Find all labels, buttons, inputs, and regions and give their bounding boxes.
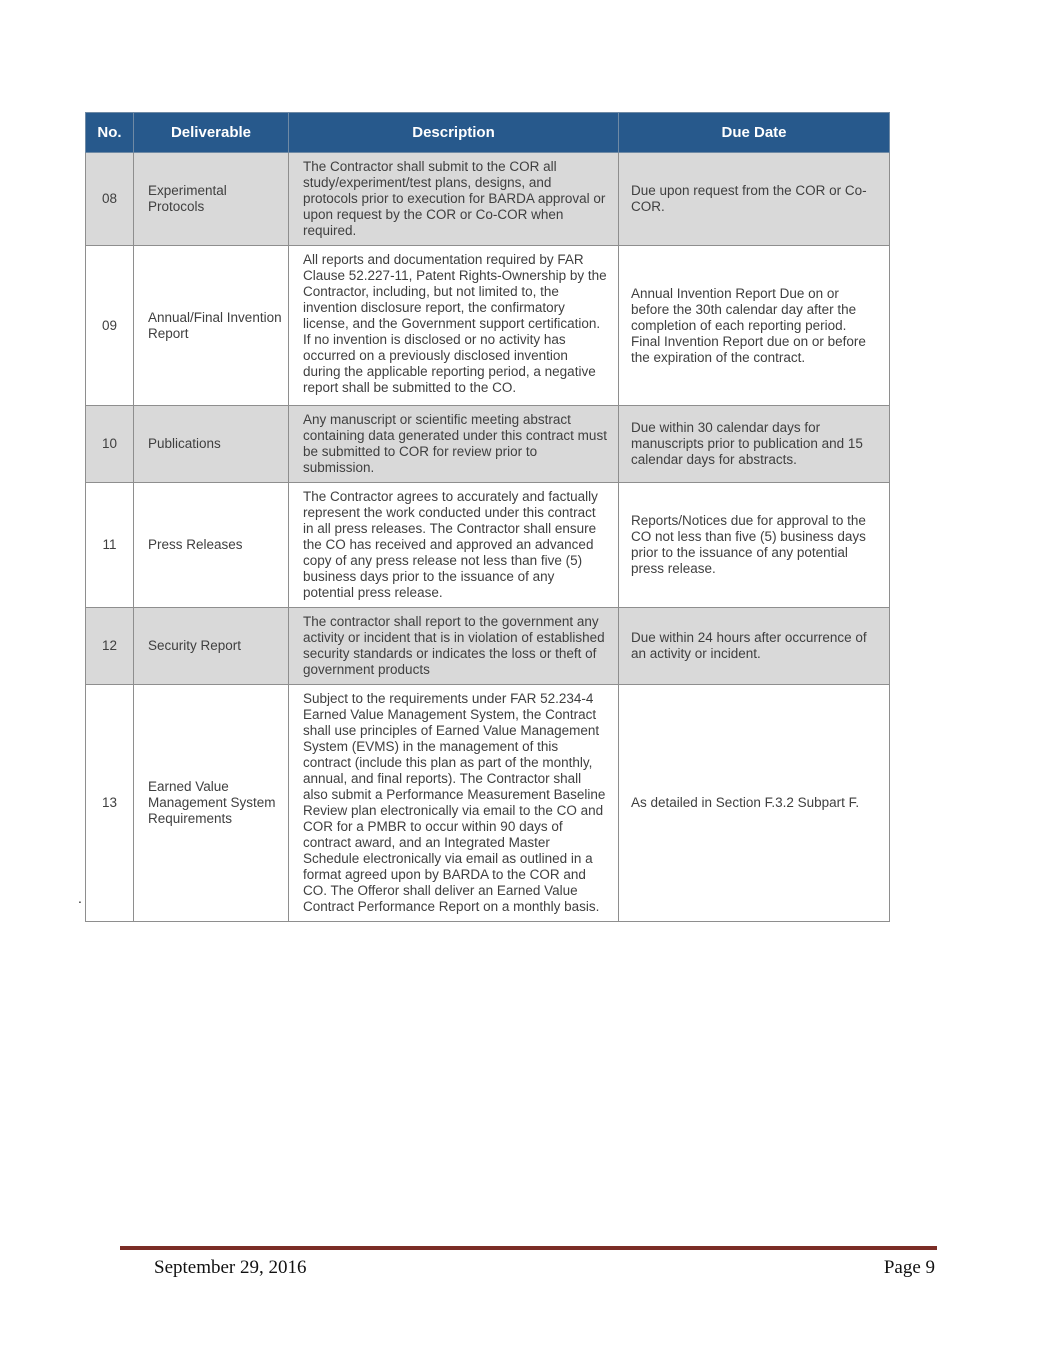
cell-no: 13 <box>86 685 134 922</box>
col-header-description: Description <box>289 113 619 153</box>
deliverables-table <box>85 112 890 922</box>
table-header-row <box>86 113 890 153</box>
cell-no: 09 <box>86 246 134 406</box>
cell-due-date: Due within 24 hours after occurrence of an activity or incident. <box>619 608 890 685</box>
col-header-deliverable: Deliverable <box>134 113 289 153</box>
col-header-no: No. <box>86 113 134 153</box>
table-row <box>86 406 890 483</box>
cell-no: 10 <box>86 406 134 483</box>
cell-description: All reports and documentation required by FAR Clause 52.227-11, Patent Rights-Ownership by the Contractor, including, but not limited to, the invention disclosure report, the confirmatory license, and the Government support certification. If no invention is disclosed or no activity has occurred on a previously disclosed invention during the applicable reporting period, a negative report shall be submitted to the CO. <box>289 246 619 406</box>
col-header-due-date: Due Date <box>619 113 890 153</box>
cell-no: 11 <box>86 483 134 608</box>
cell-due-date: Annual Invention Report Due on or before the 30th calendar day after the completion of each reporting period. Final Invention Report due on or before the expiration of the contract. <box>619 246 890 406</box>
cell-due-date: As detailed in Section F.3.2 Subpart F. <box>619 685 890 922</box>
table-row <box>86 153 890 246</box>
cell-due-date: Reports/Notices due for approval to the CO not less than five (5) business days prior to the issuance of any potential press release. <box>619 483 890 608</box>
cell-deliverable: Earned Value Management System Requirements <box>134 685 289 922</box>
cell-due-date: Due upon request from the COR or Co-COR. <box>619 153 890 246</box>
table-row <box>86 246 890 406</box>
page-footer <box>120 1246 937 1279</box>
stray-period: . <box>78 890 82 906</box>
cell-description: The contractor shall report to the government any activity or incident that is in violation of established security standards or indicates the loss or theft of government products <box>289 608 619 685</box>
footer-date: September 29, 2016 <box>154 1257 307 1278</box>
cell-description: Any manuscript or scientific meeting abstract containing data generated under this contract must be submitted to COR for review prior to submission. <box>289 406 619 483</box>
cell-deliverable: Annual/Final Invention Report <box>134 246 289 406</box>
footer-row <box>120 1257 937 1279</box>
cell-due-date: Due within 30 calendar days for manuscripts prior to publication and 15 calendar days for abstracts. <box>619 406 890 483</box>
cell-description: The Contractor shall submit to the COR all study/experiment/test plans, designs, and protocols prior to execution for BARDA approval or upon request by the COR or Co-COR when required. <box>289 153 619 246</box>
footer-page-number: Page 9 <box>883 1257 935 1278</box>
cell-no: 12 <box>86 608 134 685</box>
cell-description: Subject to the requirements under FAR 52.234-4 Earned Value Management System, the Contract shall use principles of Earned Value Management System (EVMS) in the management of this contract (include this plan as part of the monthly, annual, and final reports). The Contractor shall also submit a Performance Measurement Baseline Review plan electronically via email to the CO and COR for a PMBR to occur within 90 days of contract award, and an Integrated Master Schedule electronically via email as outlined in a format agreed upon by BARDA to the COR and CO. The Offeror shall deliver an Earned Value Contract Performance Report on a monthly basis. <box>289 685 619 922</box>
table-row <box>86 685 890 922</box>
cell-deliverable: Press Releases <box>134 483 289 608</box>
cell-no: 08 <box>86 153 134 246</box>
cell-deliverable: Experimental Protocols <box>134 153 289 246</box>
table-row <box>86 483 890 608</box>
table-row <box>86 608 890 685</box>
cell-deliverable: Security Report <box>134 608 289 685</box>
cell-deliverable: Publications <box>134 406 289 483</box>
cell-description: The Contractor agrees to accurately and factually represent the work conducted under this contract in all press releases. The Contractor shall ensure the CO has received and approved an advanced copy of any press release not less than five (5) business days prior to the issuance of any potential press release. <box>289 483 619 608</box>
footer-rule <box>120 1246 937 1250</box>
